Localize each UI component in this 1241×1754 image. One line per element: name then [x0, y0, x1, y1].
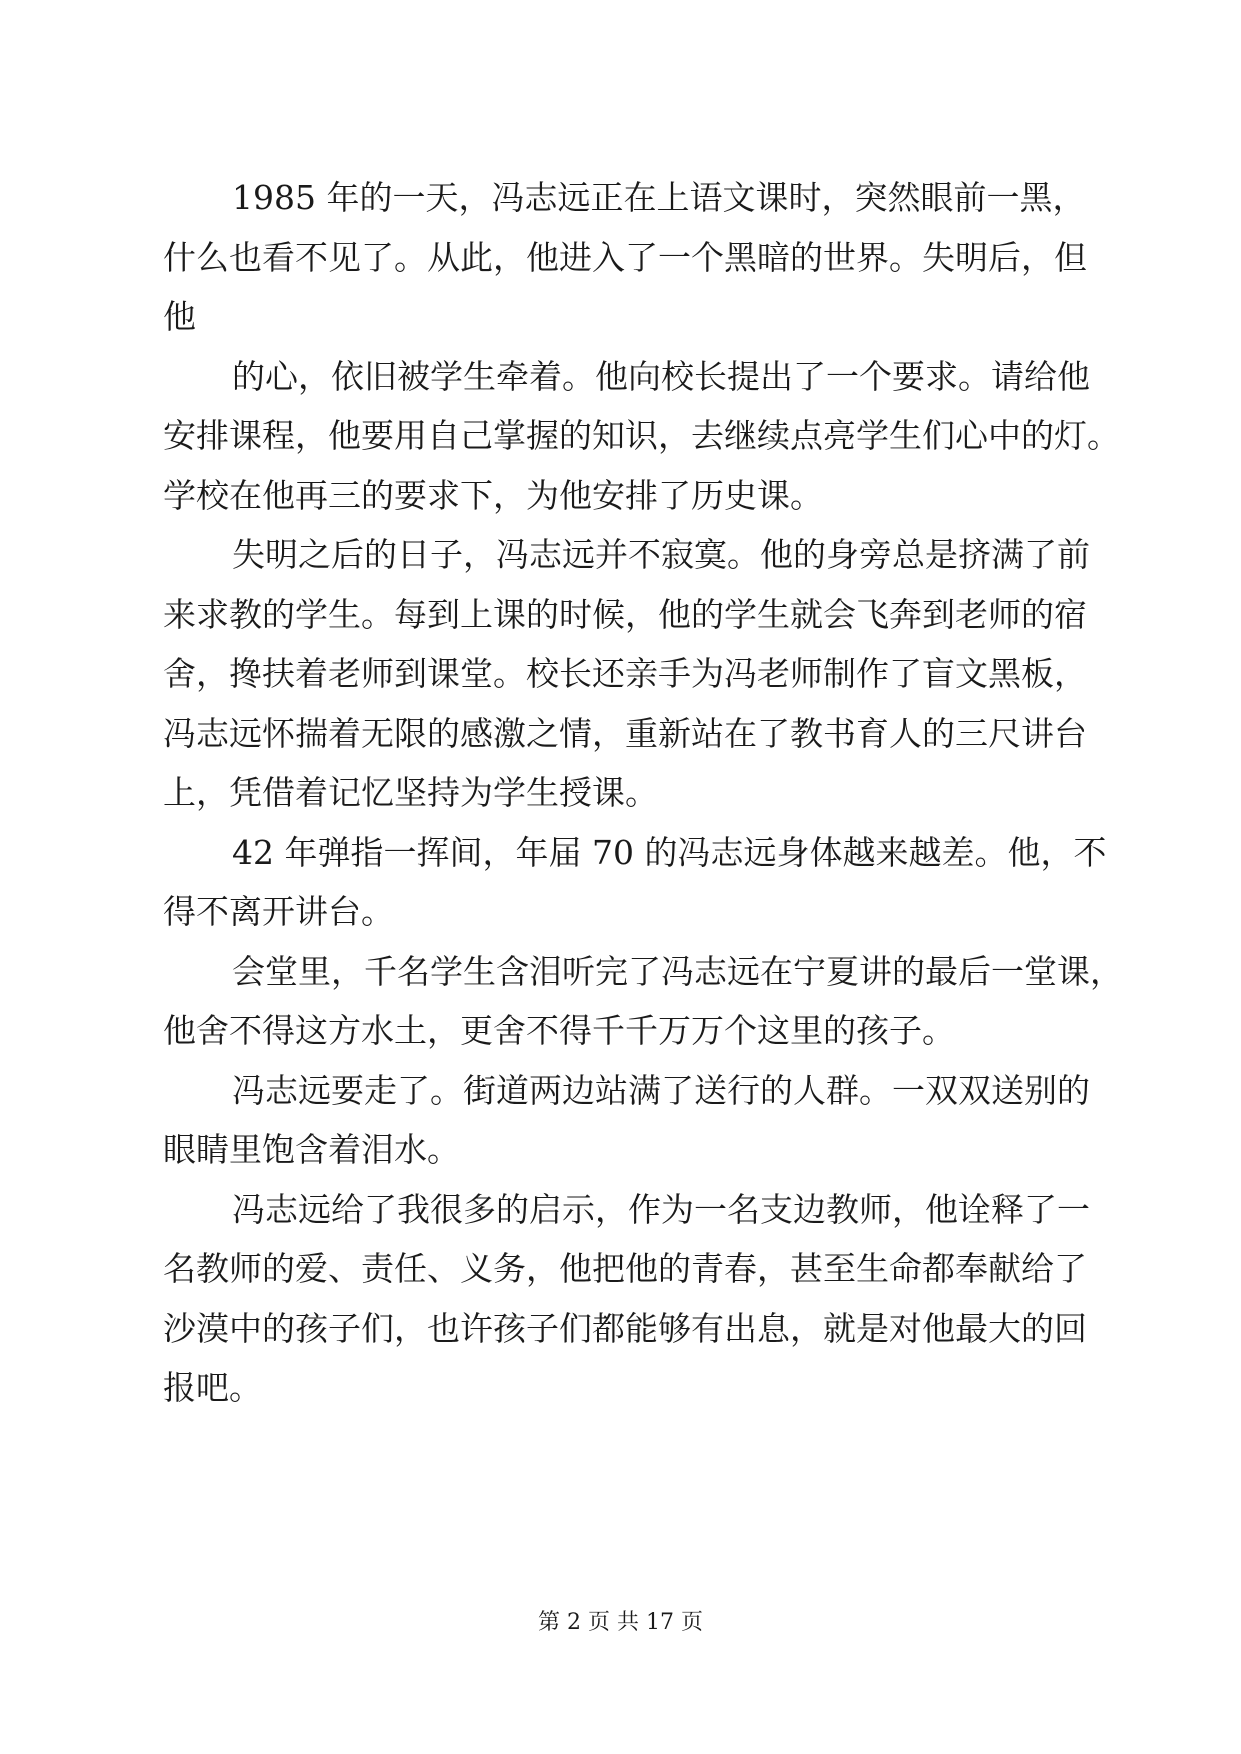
body-text	[163, 168, 1123, 1418]
paragraph-5	[163, 942, 1123, 1061]
text-line: 沙漠中的孩子们，也许孩子们都能够有出息，就是对他最大的回	[163, 1308, 1087, 1348]
text-line: 会堂里，千名学生含泪听完了冯志远在宁夏讲的最后一堂课，	[232, 951, 1123, 991]
paragraph-1	[163, 168, 1087, 347]
text-line: 安排课程，他要用自己掌握的知识，去继续点亮学生们心中的灯。	[163, 416, 1120, 455]
text-line: 眼睛里饱含着泪水。	[163, 1130, 460, 1169]
text-line: 42 年弹指一挥间，年届 70 的冯志远身体越来越差。他，不	[232, 832, 1107, 872]
text-line: 冯志远要走了。街道两边站满了送行的人群。一双双送别的	[232, 1070, 1090, 1110]
paragraph-6	[163, 1061, 1090, 1180]
text-line: 名教师的爱、责任、义务，他把他的青春，甚至生命都奉献给了	[163, 1249, 1087, 1288]
text-line: 什么也看不见了。从此，他进入了一个黑暗的世界。失明后，但	[163, 237, 1087, 277]
text-line: 的心，依旧被学生牵着。他向校长提出了一个要求。请给他	[232, 356, 1090, 396]
text-line: 报吧。	[163, 1368, 262, 1407]
text-line: 舍，搀扶着老师到课堂。校长还亲手为冯老师制作了盲文黑板，	[163, 654, 1087, 693]
text-line: 冯志远怀揣着无限的感激之情，重新站在了教书育人的三尺讲台	[163, 713, 1087, 753]
paragraph-4	[163, 823, 1107, 942]
text-line: 得不离开讲台。	[163, 892, 394, 931]
paragraph-7	[163, 1180, 1090, 1418]
text-line: 失明之后的日子，冯志远并不寂寞。他的身旁总是挤满了前	[232, 535, 1090, 574]
text-line: 他舍不得这方水土，更舍不得千千万万个这里的孩子。	[163, 1011, 955, 1050]
text-line: 学校在他再三的要求下，为他安排了历史课。	[163, 475, 823, 515]
page-footer	[0, 1608, 1241, 1638]
paragraph-3	[163, 525, 1090, 823]
page-number: 第 2 页 共 17 页	[538, 1610, 703, 1635]
text-line: 1985 年的一天，冯志远正在上语文课时，突然眼前一黑，	[232, 178, 1086, 217]
text-line: 上，凭借着记忆坚持为学生授课。	[163, 773, 658, 812]
text-line: 冯志远给了我很多的启示，作为一名支边教师，他诠释了一	[232, 1189, 1090, 1229]
paragraph-2	[163, 347, 1120, 526]
text-line: 来求教的学生。每到上课的时候，他的学生就会飞奔到老师的宿	[163, 594, 1087, 634]
text-line: 他	[163, 297, 196, 336]
